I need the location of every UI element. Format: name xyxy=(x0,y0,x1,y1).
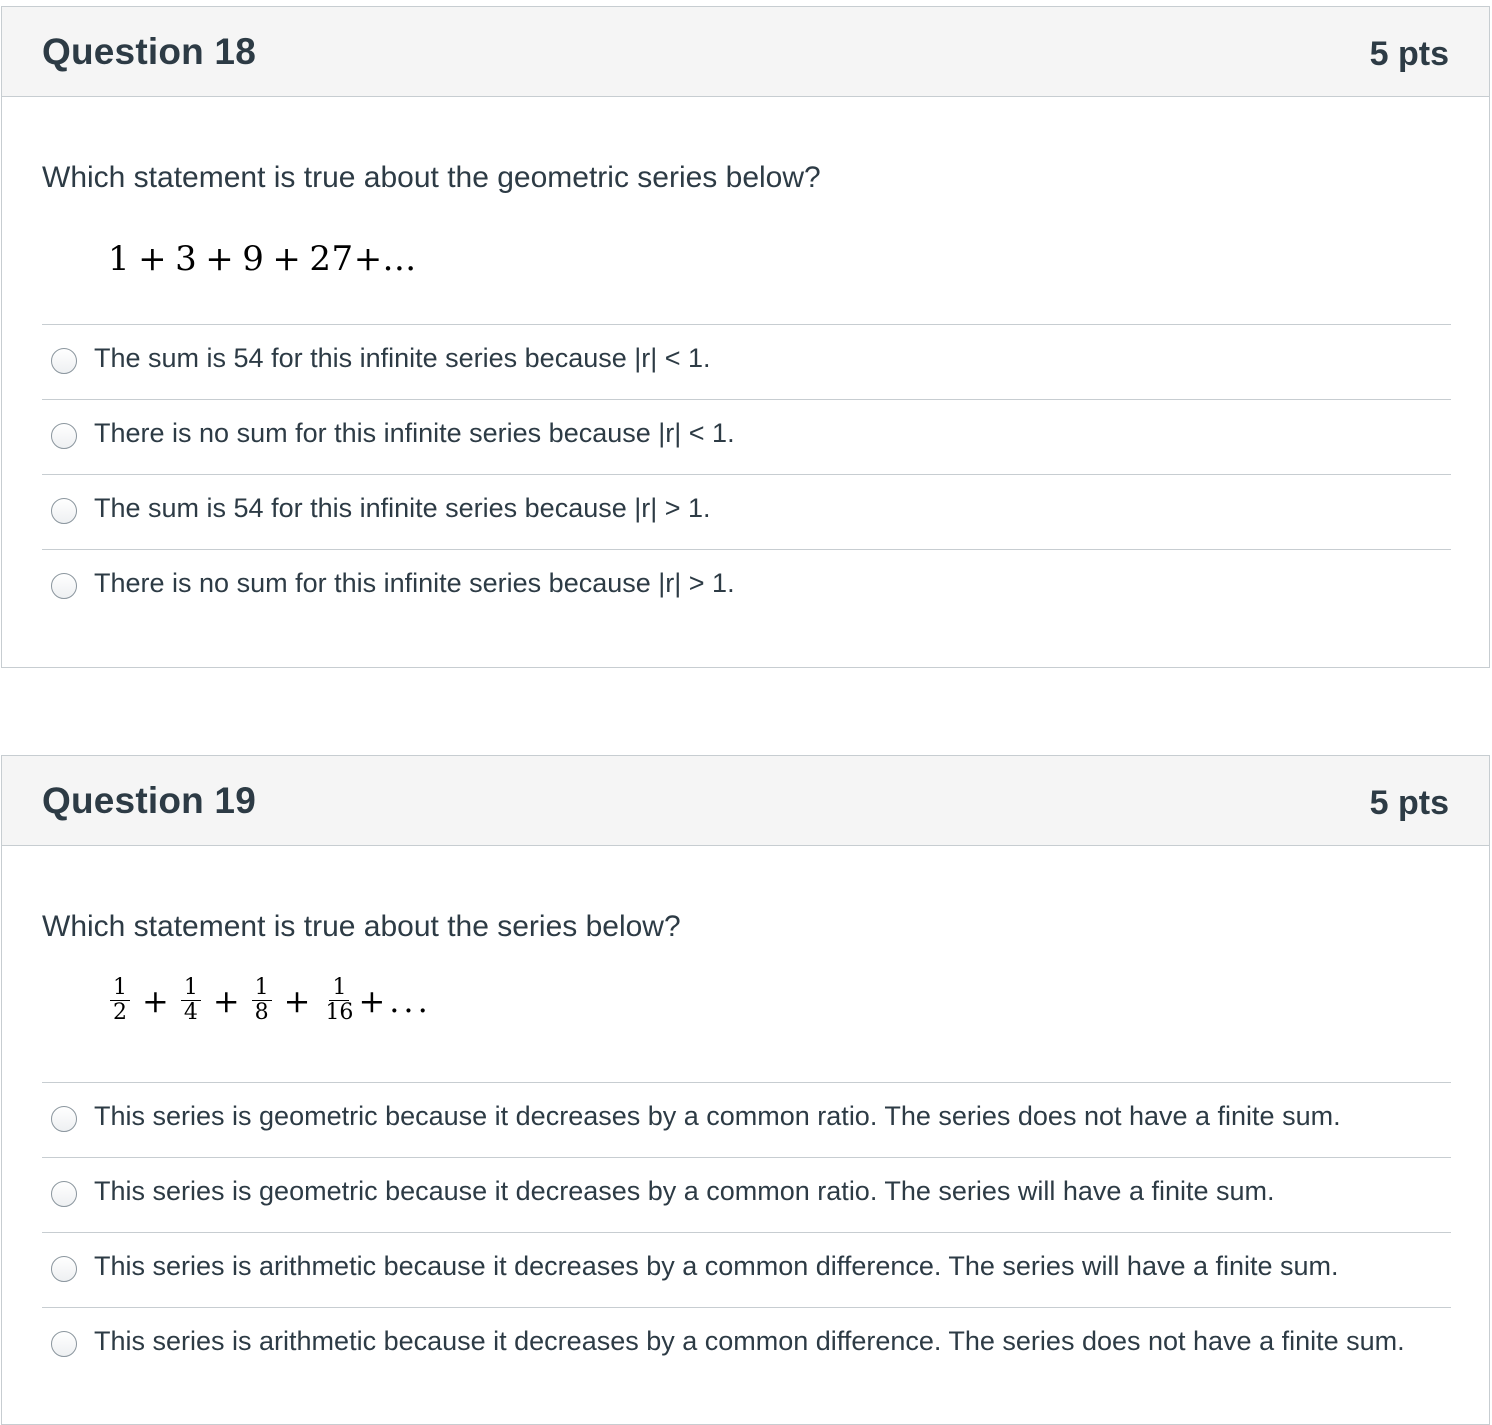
answer-option[interactable] xyxy=(42,475,1451,550)
answer-option[interactable] xyxy=(42,325,1451,400)
answer-label[interactable]: This series is geometric because it decreases by a common ratio. The series does not have a finite sum. xyxy=(94,1101,1341,1131)
answer-label[interactable]: This series is arithmetic because it decreases by a common difference. The series will have a finite sum. xyxy=(94,1251,1339,1281)
series-term: 9 xyxy=(242,239,265,279)
question-prompt: Which statement is true about the series below? xyxy=(42,910,681,943)
answer-option[interactable] xyxy=(42,1308,1451,1383)
question-19-card xyxy=(1,755,1490,1425)
fraction-numerator: 1 xyxy=(181,976,201,1001)
radio-button[interactable] xyxy=(51,348,77,374)
radio-button[interactable] xyxy=(51,573,77,599)
fraction-denominator: 16 xyxy=(325,1000,354,1025)
answer-option[interactable] xyxy=(42,1158,1451,1233)
question-points: 5 pts xyxy=(1369,35,1449,73)
radio-button[interactable] xyxy=(51,498,77,524)
answer-label[interactable]: This series is geometric because it decreases by a common ratio. The series will have a finite sum. xyxy=(94,1176,1275,1206)
fraction-numerator: 1 xyxy=(110,976,130,1001)
answer-option[interactable] xyxy=(42,1233,1451,1308)
radio-button[interactable] xyxy=(51,1181,77,1207)
question-18-card xyxy=(1,6,1490,668)
fraction-denominator: 2 xyxy=(113,1000,127,1025)
series-fraction xyxy=(252,976,272,1025)
answer-label[interactable]: This series is arithmetic because it decreases by a common difference. The series does not have a finite sum. xyxy=(94,1326,1405,1356)
fraction-numerator: 1 xyxy=(252,976,272,1001)
question-prompt: Which statement is true about the geometric series below? xyxy=(42,161,821,194)
fraction-denominator: 4 xyxy=(183,1000,198,1025)
radio-button[interactable] xyxy=(51,1331,77,1357)
answer-label[interactable]: There is no sum for this infinite series because |r| < 1. xyxy=(94,418,735,448)
series-term: 27 xyxy=(309,239,354,279)
series-term: 3 xyxy=(175,239,198,279)
series-tail: +... xyxy=(353,239,417,279)
answer-label[interactable]: There is no sum for this infinite series because |r| > 1. xyxy=(94,568,735,598)
answer-label[interactable]: The sum is 54 for this infinite series because |r| < 1. xyxy=(94,343,711,373)
question-header xyxy=(2,756,1489,846)
question-title: Question 18 xyxy=(42,31,256,72)
fraction-denominator: 8 xyxy=(254,1000,269,1025)
series-expression: 1 + 3 + 9 + 27+... xyxy=(108,239,417,279)
series-expression: $\frac{1}{2}$ + $\frac{1}{4}$ + $\frac{1}{8}$ + $\frac{1}{16}$ +... xyxy=(108,976,432,1025)
question-title: Question 19 xyxy=(42,780,256,821)
series-fraction xyxy=(322,976,356,1025)
answer-label[interactable]: The sum is 54 for this infinite series because |r| > 1. xyxy=(94,493,711,523)
answer-option[interactable] xyxy=(42,1083,1451,1158)
answer-list xyxy=(42,1082,1451,1383)
radio-button[interactable] xyxy=(51,1106,77,1132)
question-points: 5 pts xyxy=(1369,784,1449,822)
series-fraction xyxy=(110,976,130,1025)
radio-button[interactable] xyxy=(51,423,77,449)
answer-list xyxy=(42,324,1451,625)
answer-option[interactable] xyxy=(42,550,1451,625)
answer-option[interactable] xyxy=(42,400,1451,475)
series-term: 1 xyxy=(108,239,131,279)
radio-button[interactable] xyxy=(51,1256,77,1282)
question-header xyxy=(2,7,1489,97)
series-fraction xyxy=(181,976,201,1025)
series-tail: +... xyxy=(358,981,432,1020)
fraction-numerator: 1 xyxy=(329,976,349,1001)
